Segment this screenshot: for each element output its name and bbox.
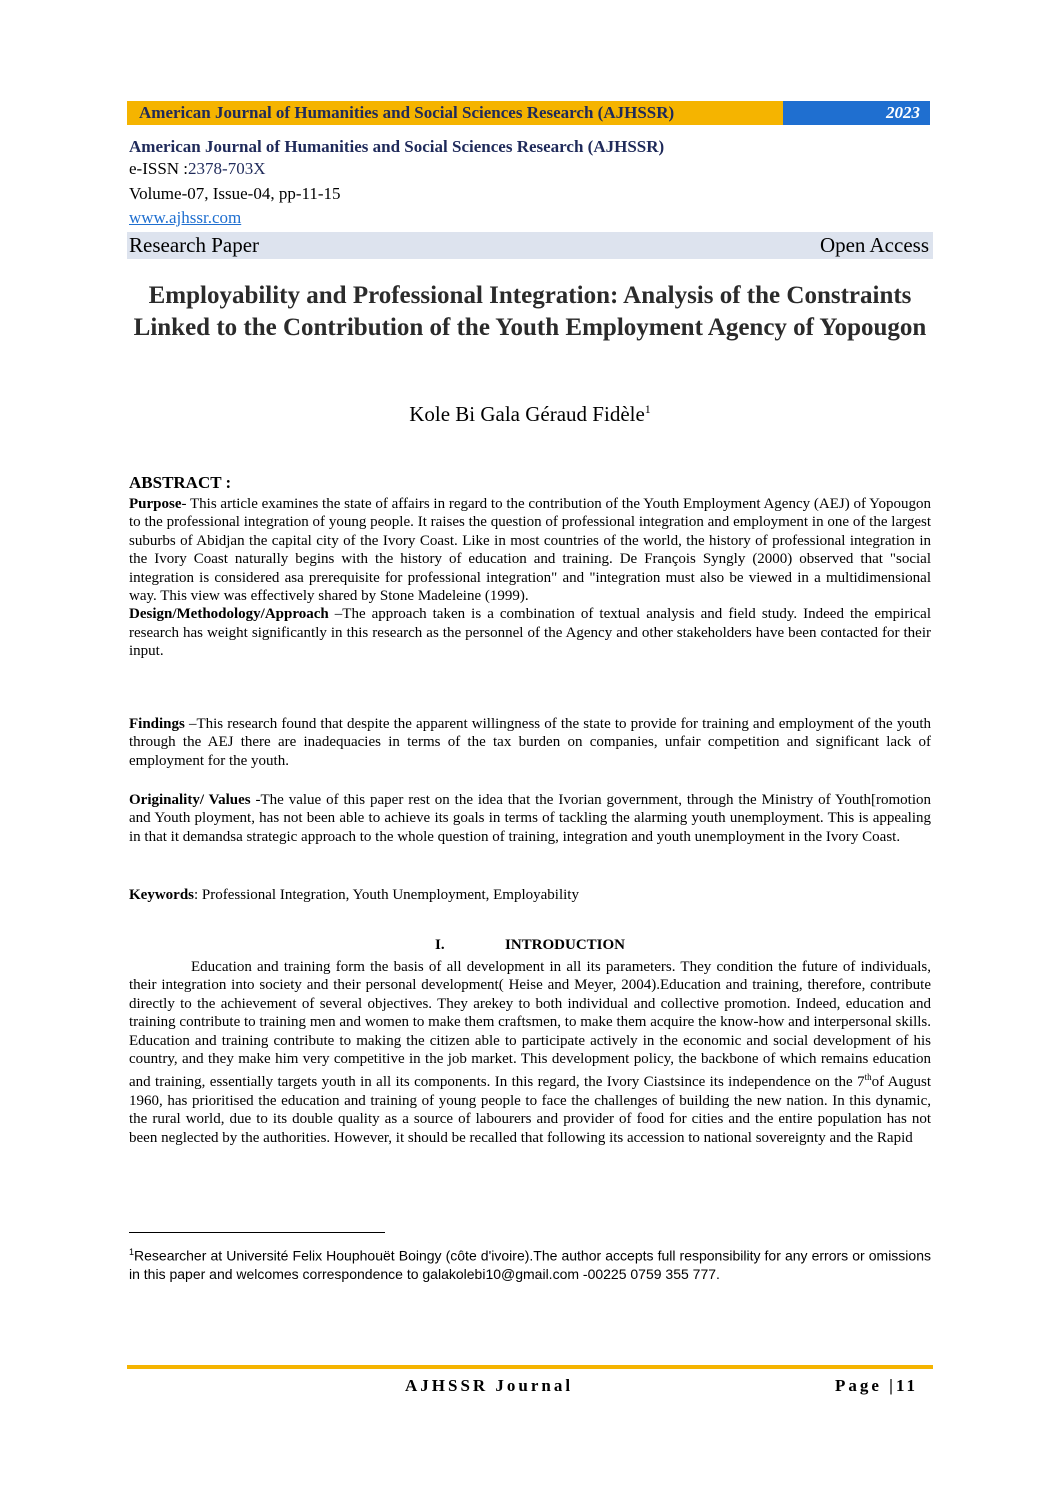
design-text: –The approach taken is a combination of textual analysis and field study. Indeed the empirical research has weight significantly in this research as the personnel of the Agency and other stakeholders have been contacted for their input.: [129, 606, 931, 660]
originality-text: -The value of this paper rest on the idea that the Ivorian government, through the Ministry of Youth[romotion and Youth ployment, has not been able to achieve its goals in terms of tackling the alarming youth unemployment. This is appealing in that it demandsa strategic approach to the whole question of training, integration and youth unemployment in the Ivory Coast.: [129, 792, 931, 845]
paper-type: Research Paper: [129, 233, 260, 257]
access-type: Open Access: [819, 233, 929, 257]
abstract-findings: [129, 715, 931, 770]
intro-ordinal: th: [864, 1072, 872, 1083]
footnote-divider: [129, 1232, 385, 1233]
purpose-text: - This article examines the state of affairs in regard to the contribution of the Youth Employment Agency (AEJ) of Yopougon to the professional integration of young people. It raises the question of professional integration and employment in one of the largest suburbs of Abidjan the capital city of the Ivory Coast. Like in most countries of the world, the history of professional integration in the Ivory Coast naturally begins with the history of education and training. De François Syngly (2000) observed that "social integration is considered asa prerequisite for professional integration" and "integration must also be viewed in a multidimensional way. This view was effectively shared by Stone Madeleine (1999).: [129, 496, 931, 605]
keywords-text: : Professional Integration, Youth Unemployment, Employability: [194, 887, 579, 903]
issn-value: 2378-703X: [188, 159, 266, 178]
footer-divider: [127, 1365, 933, 1369]
footer-journal: AJHSSR Journal: [405, 1376, 574, 1395]
abstract-originality: [129, 791, 931, 846]
journal-banner-title: American Journal of Humanities and Social Sciences Research (AJHSSR): [139, 103, 675, 122]
year-label: 2023: [886, 103, 920, 122]
introduction-paragraph: [129, 958, 931, 1147]
abstract-purpose: [129, 495, 931, 661]
section-title: INTRODUCTION: [504, 937, 625, 953]
design-label: Design/Methodology/Approach: [129, 606, 329, 623]
year-banner: [783, 101, 930, 125]
section-number: I.: [434, 937, 445, 953]
article-title: Employability and Professional Integration: Analysis of the Constraints Linked to the Contribution of the Youth Employment Agency of Yopougon: [133, 282, 927, 341]
page-label: Page |: [835, 1376, 896, 1395]
author-line: [127, 402, 933, 427]
abstract-heading: ABSTRACT :: [129, 473, 232, 492]
journal-banner: [127, 101, 783, 125]
intro-text-part2: of August 1960, has prioritised the education and training of young people to face the challenges of building the new nation. In this dynamic, the rural world, due to its double quality as a source of labourers and provider of food for cities and the entire population has not been neglected by the authorities. However, it should be recalled that following its accession to national sovereignty and the Rapid: [129, 1074, 931, 1146]
author-name: Kole Bi Gala Géraud Fidèle: [409, 402, 645, 426]
findings-text: –This research found that despite the apparent willingness of the state to provide for training and employment of the youth through the AEJ there are inadequacies in terms of the tax burden on companies, unfair competition and significant lack of employment for the youth.: [129, 716, 931, 769]
purpose-label: Purpose: [129, 496, 182, 512]
issn-label: e-ISSN :: [129, 159, 189, 178]
page-number: 11: [895, 1376, 918, 1395]
volume-issue: Volume-07, Issue-04, pp-11-15: [129, 184, 341, 203]
footnote-mark: 1: [129, 1247, 135, 1257]
abstract-keywords: [129, 886, 931, 904]
footnote-text: Researcher at Université Felix Houphouët Boingy (côte d'ivoire).The author accepts full responsibility for any errors or omissions in this paper and welcomes correspondence to galakolebi10@gmail.com -00225 0759 355 777.: [129, 1247, 931, 1282]
originality-label: Originality/ Values: [129, 792, 251, 808]
intro-text-part1: Education and training form the basis of all development in all its parameters. They condition the future of individuals, their integration into society and their personal development( Heise and Meyer, 2004).Education and training, therefore, contribute directly to the achievement of several objectives. They arekey to both individual and collective promotion. Indeed, education and training contribute to training men and women to make them craftsmen, to make them acquire the know-how and interpersonal skills. Education and training contribute to making the citizen able to participate actively in the economic and social development of his country, and they make him very competitive in the job market. This development policy, the backbone of which remains education and training, essentially targets youth in all its components. In this regard, the Ivory Ciastsince its independence on the 7: [129, 959, 931, 1091]
footnote: [129, 1243, 931, 1283]
keywords-label: Keywords: [129, 887, 194, 903]
author-footnote-mark: 1: [644, 402, 651, 416]
findings-label: Findings: [129, 716, 185, 732]
introduction-heading: [127, 937, 933, 954]
paper-type-bar: [127, 232, 933, 259]
issn-line: [129, 159, 265, 179]
footer-page: [835, 1376, 918, 1396]
website-link[interactable]: www.ajhssr.com: [129, 208, 242, 227]
journal-name: American Journal of Humanities and Social Sciences Research (AJHSSR): [129, 137, 665, 156]
